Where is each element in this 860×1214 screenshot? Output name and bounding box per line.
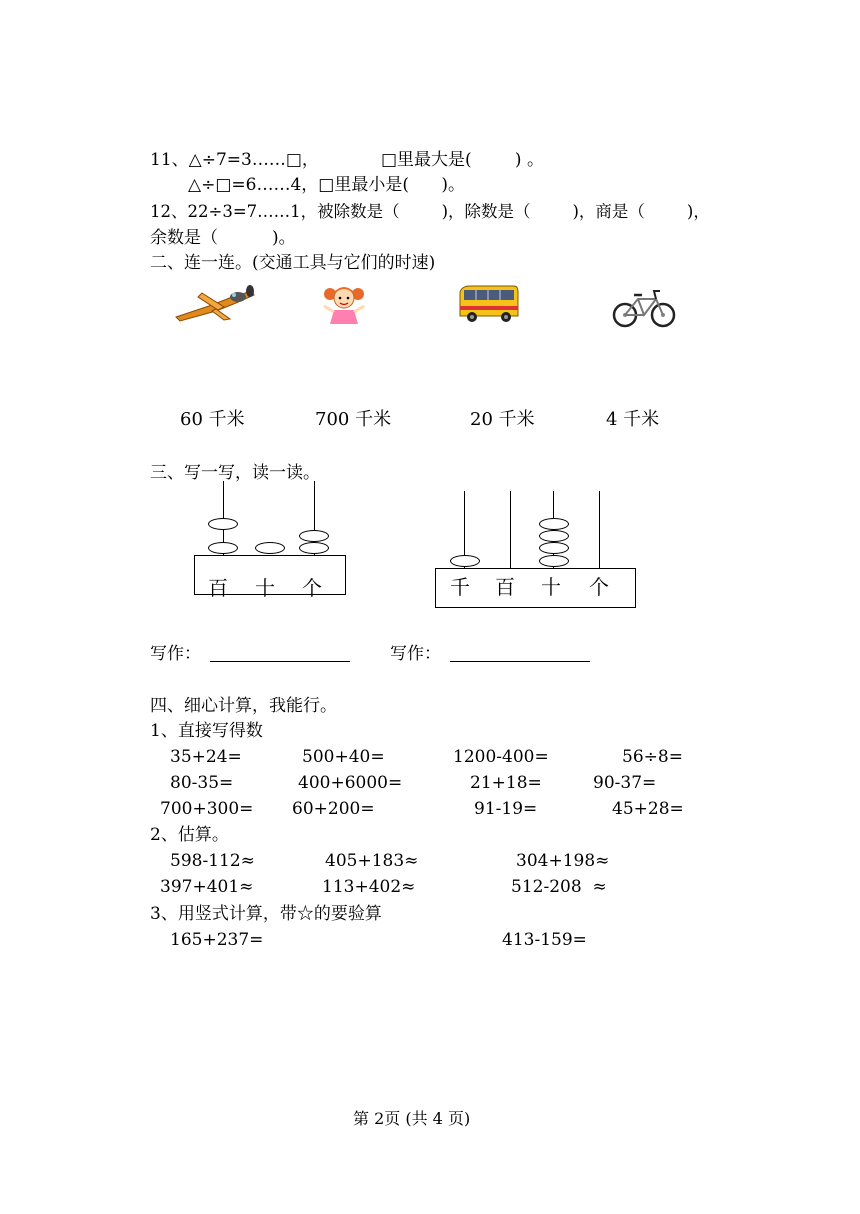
write-label: 写作： xyxy=(150,644,201,664)
vertical-calc-item: 165+237= xyxy=(170,930,264,950)
write-label: 写作： xyxy=(390,644,441,664)
estimate-item: 113+402≈ xyxy=(322,877,416,897)
calc-item: 35+24= xyxy=(170,747,242,767)
calc-item: 21+18= xyxy=(470,773,542,793)
calc-item: 90-37= xyxy=(593,773,657,793)
calc-item: 1200-400= xyxy=(453,747,549,767)
abacus-col-label: 百 xyxy=(208,576,228,600)
girl-running-icon xyxy=(320,284,368,326)
calc-item: 500+40= xyxy=(302,747,385,767)
write-answer-line[interactable] xyxy=(210,661,350,662)
page-footer: 第 2页 (共 4 页) xyxy=(353,1109,471,1128)
estimate-item: 405+183≈ xyxy=(325,851,419,871)
q11-line1-right: □里最大是( ) 。 xyxy=(381,150,544,170)
write-answer-line[interactable] xyxy=(450,661,590,662)
q11-line1-left: 11、△÷7=3……□， xyxy=(150,150,319,170)
estimate-item: 397+401≈ xyxy=(160,877,254,897)
estimate-item: 512-208 ≈ xyxy=(511,877,607,897)
section2-title: 二、连一连。(交通工具与它们的时速) xyxy=(150,253,436,273)
q11-line2: △÷□=6……4，□里最小是( )。 xyxy=(188,175,466,195)
calc-item: 45+28= xyxy=(612,799,684,819)
part1-title: 1、直接写得数 xyxy=(150,721,263,741)
speed-label: 4 千米 xyxy=(606,409,660,430)
speed-label: 60 千米 xyxy=(180,409,245,430)
abacus-col-label: 个 xyxy=(302,576,322,600)
abacus-col-label: 千 xyxy=(450,575,470,599)
estimate-item: 598-112≈ xyxy=(170,851,255,871)
abacus-col-label: 个 xyxy=(589,575,609,599)
abacus-col-label: 十 xyxy=(541,575,561,599)
speed-label: 20 千米 xyxy=(470,409,535,430)
airplane-icon xyxy=(172,283,258,323)
calc-item: 400+6000= xyxy=(298,773,403,793)
bus-icon xyxy=(456,282,520,326)
calc-item: 60+200= xyxy=(292,799,375,819)
section3-title: 三、写一写，读一读。 xyxy=(150,463,320,483)
calc-item: 700+300= xyxy=(160,799,254,819)
abacus-col-label: 百 xyxy=(495,575,515,599)
bicycle-icon xyxy=(612,287,676,329)
q12-line1: 12、22÷3=7……1，被除数是（ )，除数是（ )，商是（ )， xyxy=(150,202,710,221)
abacus-col-label: 十 xyxy=(255,576,275,600)
calc-item: 56÷8= xyxy=(622,747,683,767)
part3-title: 3、用竖式计算，带☆的要验算 xyxy=(150,904,382,924)
estimate-item: 304+198≈ xyxy=(516,851,610,871)
section4-title: 四、细心计算，我能行。 xyxy=(150,696,337,716)
speed-label: 700 千米 xyxy=(315,409,392,430)
q12-line2: 余数是（ )。 xyxy=(150,228,296,248)
part2-title: 2、估算。 xyxy=(150,825,229,845)
vertical-calc-item: 413-159= xyxy=(502,930,587,950)
calc-item: 80-35= xyxy=(170,773,234,793)
calc-item: 91-19= xyxy=(474,799,538,819)
